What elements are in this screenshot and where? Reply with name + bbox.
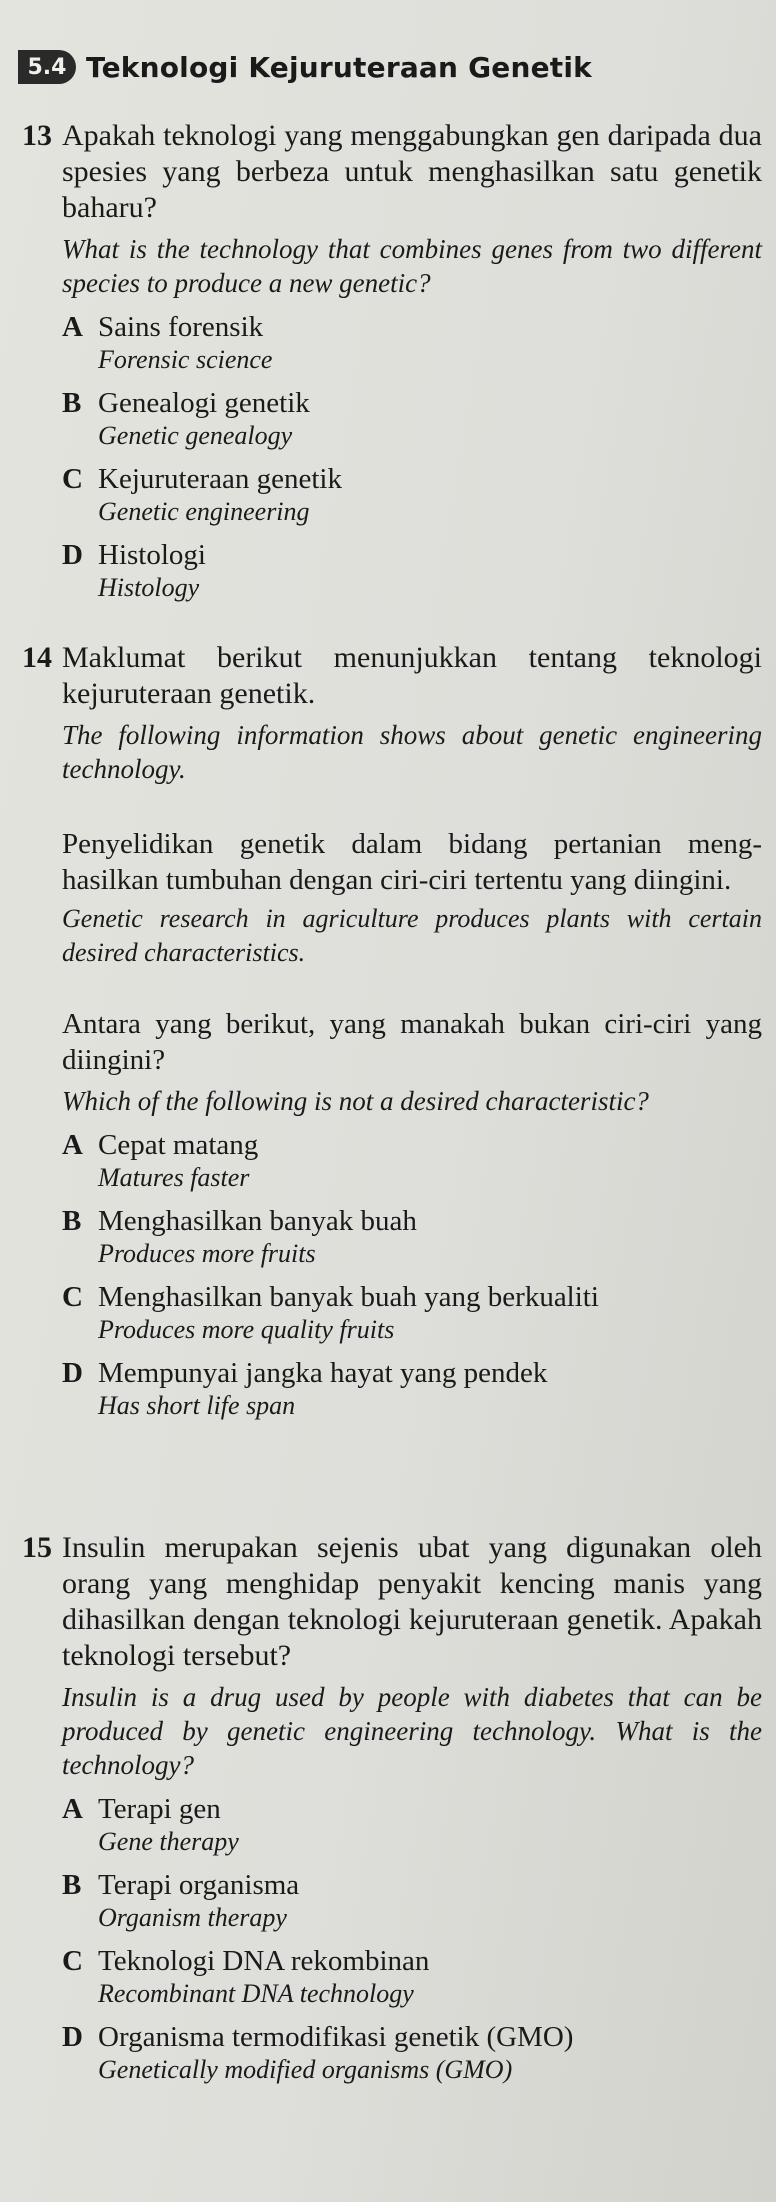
option-text-en: Has short life span [98,1391,296,1420]
option-text-en: Matures faster [98,1163,250,1192]
option-d[interactable] [62,538,762,604]
option-letter: A [62,1793,83,1825]
option-c[interactable] [62,1944,762,2010]
section-title: Teknologi Kejuruteraan Genetik [86,50,593,84]
question-number: 15 [22,1531,52,1564]
option-letter: B [62,387,82,419]
option-text-en: Gene therapy [98,1827,239,1856]
question-number: 13 [22,119,52,152]
info-box [62,826,762,970]
option-letter: A [62,1129,83,1161]
option-text-ms: Histologi [98,539,206,571]
option-letter: C [62,1281,83,1313]
question-stem2-ms: Antara yang berikut, yang manakah bukan ciri-ciri yang diingini? [62,1008,762,1076]
option-text-en: Recombinant DNA technology [98,1979,414,2008]
option-text-ms: Cepat matang [98,1129,259,1161]
option-text-ms: Menghasilkan banyak buah yang berkualiti [98,1281,599,1313]
option-b[interactable] [62,1868,762,1934]
option-d[interactable] [62,1356,762,1422]
option-c[interactable] [62,1280,762,1346]
question-stem-en: The following information shows about genetic engineering technology. [62,720,762,784]
info-text-ms: Penyelidikan genetik dalam bidang pertanian meng-hasilkan tumbuhan dengan ciri-ciri tertentu yang diingini. [62,828,762,896]
option-letter: B [62,1205,82,1237]
option-letter: C [62,1945,83,1977]
option-letter: D [62,2021,83,2053]
option-text-ms: Kejuruteraan genetik [98,463,342,495]
option-text-ms: Terapi gen [98,1793,221,1825]
option-a[interactable] [62,310,762,376]
option-text-en: Forensic science [98,345,273,374]
option-letter: D [62,539,83,571]
info-text-en: Genetic research in agriculture produces plants with certain desired characteristics. [62,904,762,967]
option-b[interactable] [62,1204,762,1270]
option-d[interactable] [62,2020,762,2086]
option-a[interactable] [62,1128,762,1194]
question-stem-ms: Apakah teknologi yang menggabungkan gen daripada dua spesies yang berbeza untuk menghasilkan satu genetik baharu? [62,119,762,224]
option-letter: B [62,1869,82,1901]
question-stem-en: What is the technology that combines genes from two different species to produce a new genetic? [62,234,762,298]
option-text-en: Organism therapy [98,1903,287,1932]
question-stem-ms: Insulin merupakan sejenis ubat yang digunakan oleh orang yang menghidap penyakit kencing manis yang dihasilkan dengan teknologi kejuruteraan genetik. Apakah teknologi tersebut? [62,1531,762,1672]
option-text-en: Produces more fruits [98,1239,316,1268]
question-13 [22,118,762,604]
question-number: 14 [22,641,52,674]
question-stem2-en: Which of the following is not a desired characteristic? [62,1086,649,1116]
option-letter: C [62,463,83,495]
option-letter: D [62,1357,83,1389]
option-text-ms: Teknologi DNA rekombinan [98,1945,430,1977]
question-15 [22,1530,762,2086]
section-header [18,50,592,84]
question-stem-en: Insulin is a drug used by people with diabetes that can be produced by genetic engineering technology. What is the technology? [62,1682,762,1780]
option-letter: A [62,311,83,343]
section-number-badge: 5.4 [18,50,76,84]
option-text-en: Genetically modified organisms (GMO) [98,2055,513,2084]
option-text-ms: Terapi organisma [98,1869,300,1901]
option-text-en: Produces more quality fruits [98,1315,395,1344]
option-text-ms: Organisma termodifikasi genetik (GMO) [98,2021,574,2053]
option-a[interactable] [62,1792,762,1858]
option-text-ms: Genealogi genetik [98,387,310,419]
question-14 [22,640,762,1422]
option-text-en: Histology [98,573,200,602]
question-stem-ms: Maklumat berikut menunjukkan tentang teknologi kejuruteraan genetik. [62,641,762,710]
option-text-ms: Menghasilkan banyak buah [98,1205,417,1237]
option-text-ms: Sains forensik [98,311,264,343]
option-b[interactable] [62,386,762,452]
option-text-en: Genetic genealogy [98,421,293,450]
option-text-en: Genetic engineering [98,497,310,526]
option-text-ms: Mempunyai jangka hayat yang pendek [98,1357,548,1389]
option-c[interactable] [62,462,762,528]
